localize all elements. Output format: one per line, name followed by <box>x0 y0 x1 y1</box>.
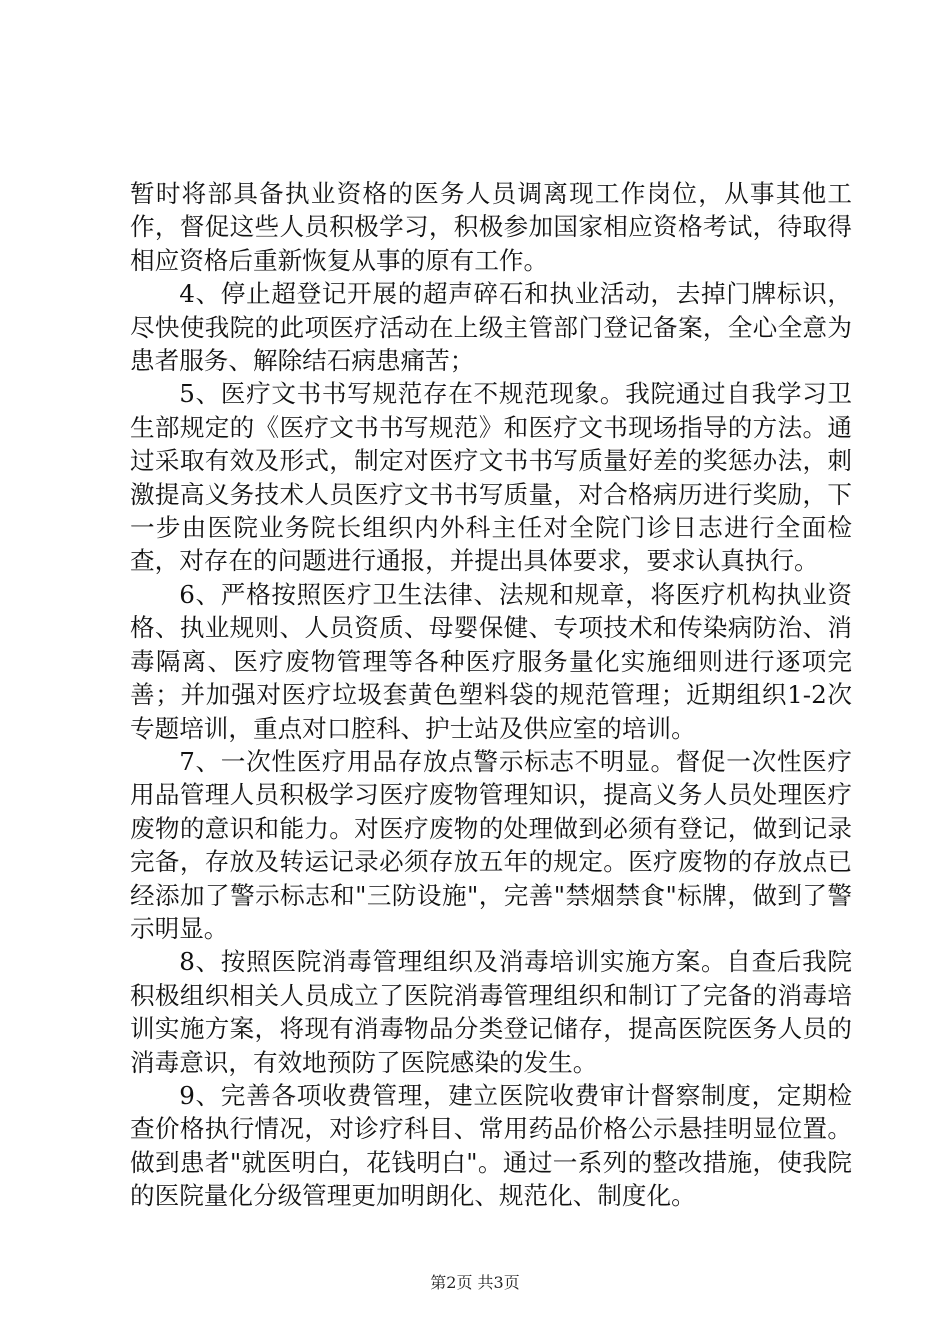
page-number-label: 第2页 共3页 <box>430 1273 520 1292</box>
paragraph-item-6: 6、严格按照医疗卫生法律、法规和规章，将医疗机构执业资格、执业规则、人员资质、母婴保健、专项技术和传染病防治、消毒隔离、医疗废物管理等各种医疗服务量化实施细则进行逐项完善；并加强对医疗垃圾套黄色塑料袋的规范管理；近期组织1-2次专题培训，重点对口腔科、护士站及供应室的培训。 <box>130 579 852 743</box>
paragraph-continued: 暂时将部具备执业资格的医务人员调离现工作岗位，从事其他工作，督促这些人员积极学习，积极参加国家相应资格考试，待取得相应资格后重新恢复从事的原有工作。 <box>130 179 852 275</box>
page-footer <box>0 1273 950 1293</box>
paragraph-item-9: 9、完善各项收费管理，建立医院收费审计督察制度，定期检查价格执行情况，对诊疗科目、常用药品价格公示悬挂明显位置。做到患者"就医明白，花钱明白"。通过一系列的整改措施，使我院的医院量化分级管理更加明朗化、规范化、制度化。 <box>130 1080 852 1211</box>
paragraph-item-5: 5、医疗文书书写规范存在不规范现象。我院通过自我学习卫生部规定的《医疗文书书写规范》和医疗文书现场指导的方法。通过采取有效及形式，制定对医疗文书书写质量好差的奖惩办法，刺激提高义务技术人员医疗文书书写质量，对合格病历进行奖励，下一步由医院业务院长组织内外科主任对全院门诊日志进行全面检查，对存在的问题进行通报，并提出具体要求，要求认真执行。 <box>130 379 852 576</box>
document-body <box>130 177 852 1213</box>
paragraph-item-8: 8、按照医院消毒管理组织及消毒培训实施方案。自查后我院积极组织相关人员成立了医院消毒管理组织和制订了完备的消毒培训实施方案，将现有消毒物品分类登记储存，提高医院医务人员的消毒意识，有效地预防了医院感染的发生。 <box>130 947 852 1077</box>
paragraph-item-4: 4、停止超登记开展的超声碎石和执业活动，去掉门牌标识，尽快使我院的此项医疗活动在上级主管部门登记备案，全心全意为患者服务、解除结石病患痛苦； <box>130 279 852 376</box>
paragraph-item-7: 7、一次性医疗用品存放点警示标志不明显。督促一次性医疗用品管理人员积极学习医疗废物管理知识，提高义务人员处理医疗废物的意识和能力。对医疗废物的处理做到必须有登记，做到记录完备，存放及转运记录必须存放五年的规定。医疗废物的存放点已经添加了警示标志和"三防设施"，完善"禁烟禁食"标牌，做到了警示明显。 <box>130 746 852 943</box>
